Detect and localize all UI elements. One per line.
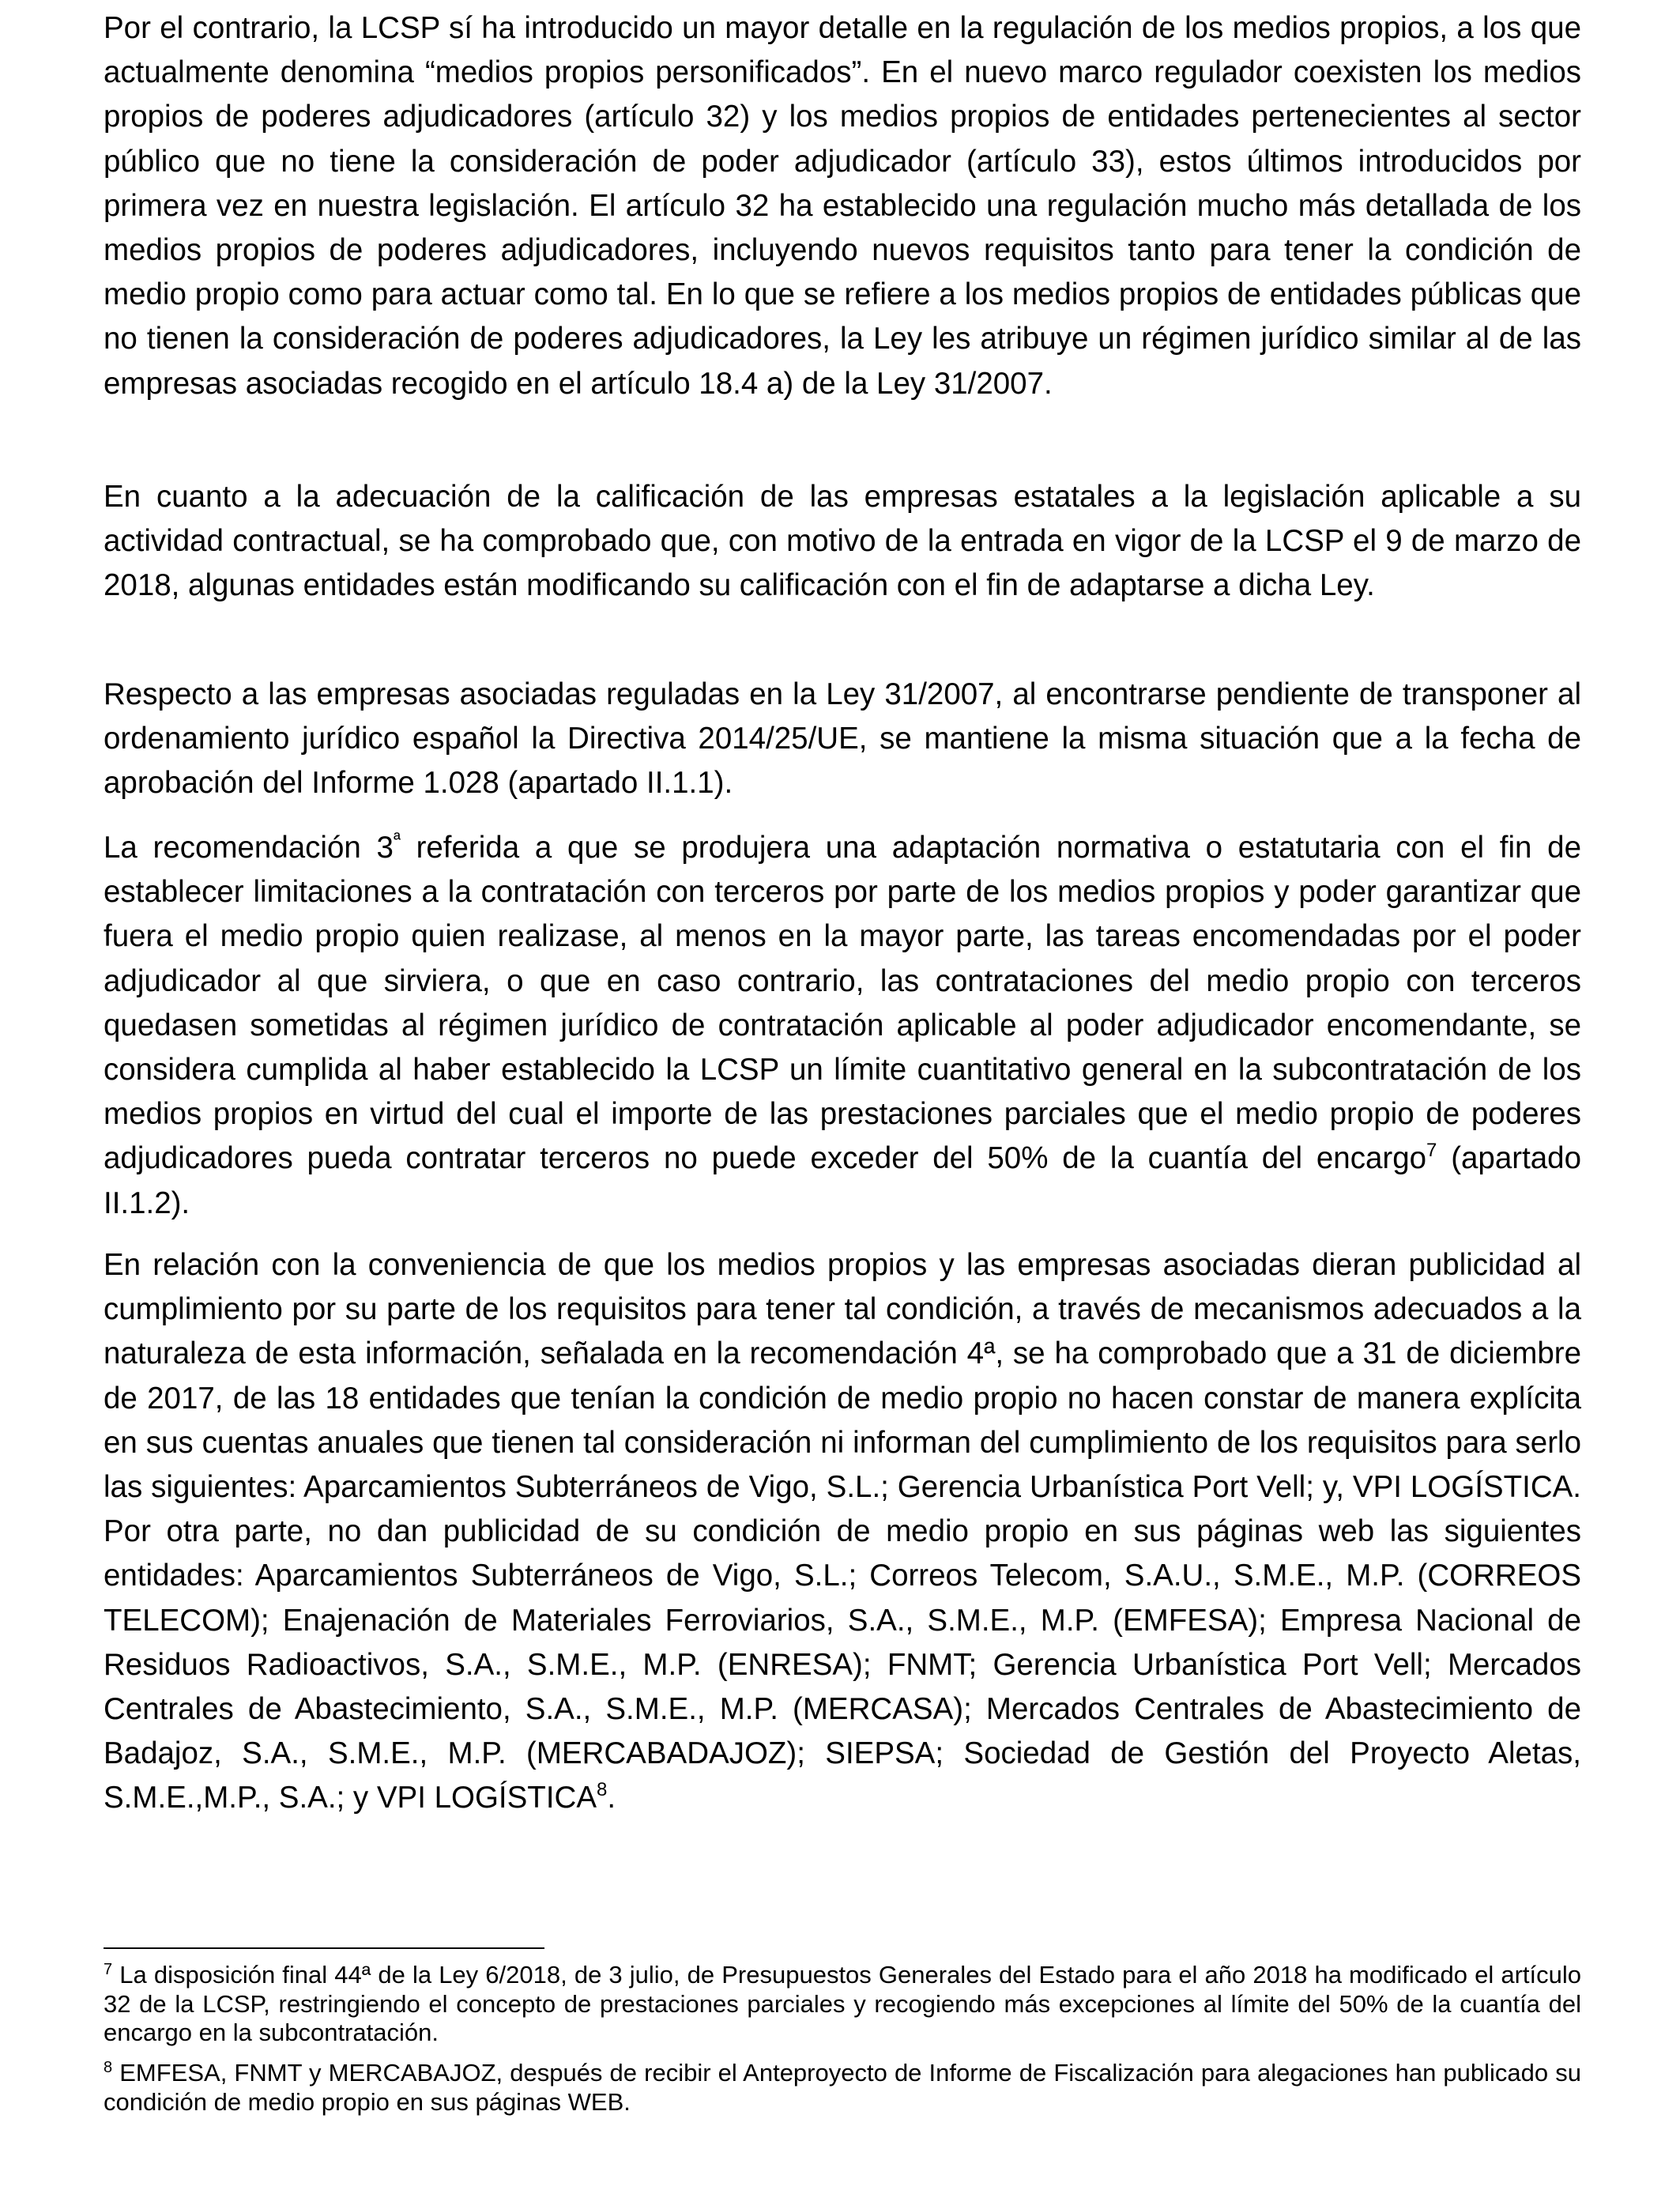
publicidad-text: En relación con la conveniencia de que los medios propios y las empresas asociadas dieran publicidad al cumplimiento por su parte de los requisitos para tener tal condición, a través de mecanismos adecuados a la naturaleza de esta información, señalada en la recomendación 4ª, se ha comprobado que a 31 de diciembre de 2017, de las 18 entidades que tenían la condición de medio propio no hacen constar de manera explícita en sus cuentas anuales que tienen tal consideración ni informan del cumplimiento de los requisitos para serlo las siguientes: Aparcamientos Subterráneos de Vigo, S.L.; Gerencia Urbanística Port Vell; y, VPI LOGÍSTICA. Por otra parte, no dan publicidad de su condición de medio propio en sus páginas web las siguientes entidades: Aparcamientos Subterráneos de Vigo, S.L.; Correos Telecom, S.A.U., S.M.E., M.P. (CORREOS TELECOM); Enajenación de Materiales Ferroviarios, S.A., S.M.E., M.P. (EMFESA); Empresa Nacional de Residuos Radioactivos, S.A., S.M.E., M.P. (ENRESA); FNMT; Gerencia Urbanística Port Vell; Mercados Centrales de Abastecimiento, S.A., S.M.E., M.P. (MERCASA); Mercados Centrales de Abastecimiento de Badajoz, S.A., S.M.E., M.P. (MERCABADAJOZ); SIEPSA; Sociedad de Gestión del Proyecto Aletas, S.M.E.,M.P., S.A.; y VPI LOGÍSTICA xyxy=(104,1248,1581,1815)
footnote-number-7: 7 xyxy=(104,1961,113,1978)
footnote-8 xyxy=(104,2059,1581,2117)
footnote-7 xyxy=(104,1961,1581,2048)
footnote-number-8: 8 xyxy=(104,2059,113,2076)
paragraph-publicidad-medios-propios xyxy=(104,1243,1581,1821)
recomendacion-3-text-end: (apartado II.1.2). xyxy=(104,1141,1581,1220)
publicidad-text-end: . xyxy=(607,1781,616,1815)
paragraph-medios-propios: Por el contrario, la LCSP sí ha introducido un mayor detalle en la regulación de los medios propios, a los que actualmente denomina “medios propios personificados”. En el nuevo marco regulador coexisten los medios propios de poderes adjudicadores (artículo 32) y los medios propios de entidades pertenecientes al sector público que no tiene la consideración de poder adjudicador (artículo 33), estos últimos introducidos por primera vez en nuestra legislación. El artículo 32 ha establecido una regulación mucho más detallada de los medios propios de poderes adjudicadores, incluyendo nuevos requisitos tanto para tener la condición de medio propio como para actuar como tal. En lo que se refiere a los medios propios de entidades públicas que no tienen la consideración de poderes adjudicadores, la Ley les atribuye un régimen jurídico similar al de las empresas asociadas recogido en el artículo 18.4 a) de la Ley 31/2007. xyxy=(104,11,1581,401)
recomendacion-3-text-body: referida a que se produjera una adaptación normativa o estatutaria con el fin de establecer limitaciones a la contratación con terceros por parte de los medios propios y poder garantizar que fuera el medio propio quien realizase, al menos en la mayor parte, las tareas encomendadas por el poder adjudicador al que sirviera, o que en caso contrario, las contrataciones del medio propio con terceros quedasen sometidas al régimen jurídico de contratación aplicable al poder adjudicador encomendante, se considera cumplida al haber establecido la LCSP un límite cuantitativo general en la subcontratación de los medios propios en virtud del cual el importe de las prestaciones parciales que el medio propio de poderes adjudicadores pueda contratar terceros no puede exceder del 50% de la cuantía del encargo xyxy=(104,831,1581,1176)
footnote-7-text: La disposición final 44ª de la Ley 6/2018, de 3 julio, de Presupuestos Generales del Estado para el año 2018 ha modificado el artículo 32 de la LCSP, restringiendo el concepto de prestaciones parciales y recogiendo más excepciones al límite del 50% de la cuantía del encargo en la subcontratación. xyxy=(104,1961,1581,2046)
footnote-separator xyxy=(104,1947,544,1949)
paragraph-recomendacion-3 xyxy=(104,826,1581,1226)
footnote-ref-8[interactable]: 8 xyxy=(597,1779,608,1801)
recomendacion-3-text-start: La recomendación 3 xyxy=(104,831,394,865)
paragraph-adecuacion-calificacion: En cuanto a la adecuación de la calificación de las empresas estatales a la legislación aplicable a su actividad contractual, se ha comprobado que, con motivo de la entrada en vigor de la LCSP el 9 de marzo de 2018, algunas entidades están modificando su calificación con el fin de adaptarse a dicha Ley. xyxy=(104,480,1581,603)
paragraph-empresas-asociadas: Respecto a las empresas asociadas reguladas en la Ley 31/2007, al encontrarse pendiente de transponer al ordenamiento jurídico español la Directiva 2014/25/UE, se mantiene la misma situación que a la fecha de aprobación del Informe 1.028 (apartado II.1.1). xyxy=(104,677,1581,801)
ordinal-superscript: ª xyxy=(393,829,401,850)
footnote-ref-7[interactable]: 7 xyxy=(1426,1140,1437,1162)
footnote-8-text: EMFESA, FNMT y MERCABAJOZ, después de recibir el Anteproyecto de Informe de Fiscalización para alegaciones han publicado su condición de medio propio en sus páginas WEB. xyxy=(104,2059,1581,2116)
